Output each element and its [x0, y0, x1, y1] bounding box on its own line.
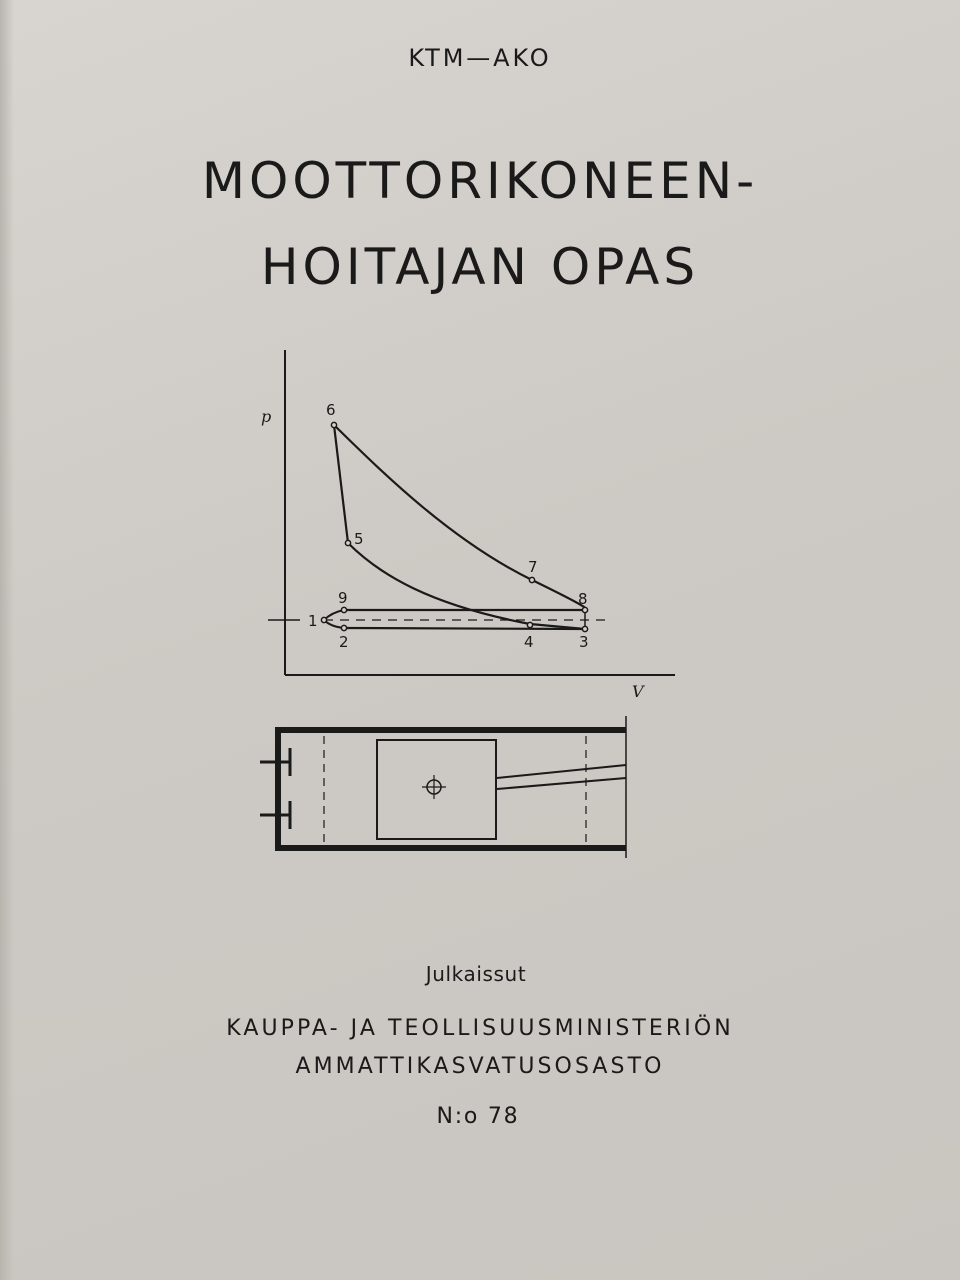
point-9-marker — [341, 607, 346, 612]
y-axis-label: p — [261, 407, 272, 426]
compression-curve — [348, 543, 585, 629]
combustion-line — [334, 425, 348, 543]
point-2-label: 2 — [339, 633, 349, 651]
point-5-label: 5 — [354, 530, 364, 548]
cylinder-schematic — [260, 716, 626, 858]
point-8-label: 8 — [578, 590, 588, 608]
title-line-1: MOOTTORIKONEEN- — [201, 152, 759, 210]
point-3-marker — [582, 626, 587, 631]
point-1-label: 1 — [308, 612, 318, 630]
point-4-label: 4 — [524, 633, 534, 651]
publisher-line-2: AMMATTIKASVATUSOSASTO — [295, 1054, 665, 1079]
point-2-marker — [341, 625, 346, 630]
published-by-label: Julkaissut — [425, 962, 527, 986]
point-8-marker — [582, 607, 587, 612]
x-axis-label: V — [632, 682, 644, 701]
connecting-rod-upper — [497, 765, 626, 778]
point-7-label: 7 — [528, 558, 538, 576]
point-3-label: 3 — [579, 633, 589, 651]
pv-diagram — [268, 350, 675, 675]
point-5-marker — [345, 540, 350, 545]
expansion-curve — [334, 425, 586, 610]
point-7-marker — [529, 577, 534, 582]
piston — [377, 740, 496, 839]
point-4-marker — [527, 622, 532, 627]
publication-number: N:o 78 — [436, 1104, 520, 1129]
point-1-marker — [321, 617, 326, 622]
series-code: KTM—AKO — [408, 44, 552, 72]
point-6-marker — [331, 422, 336, 427]
cycle-points — [321, 422, 587, 631]
publisher-line-1: KAUPPA- JA TEOLLISUUSMINISTERIÖN — [226, 1016, 734, 1041]
point-9-label: 9 — [338, 589, 348, 607]
point-6-label: 6 — [326, 401, 336, 419]
title-line-2: HOITAJAN OPAS — [260, 238, 700, 296]
intake-line — [344, 628, 585, 629]
connecting-rod-lower — [497, 778, 626, 789]
